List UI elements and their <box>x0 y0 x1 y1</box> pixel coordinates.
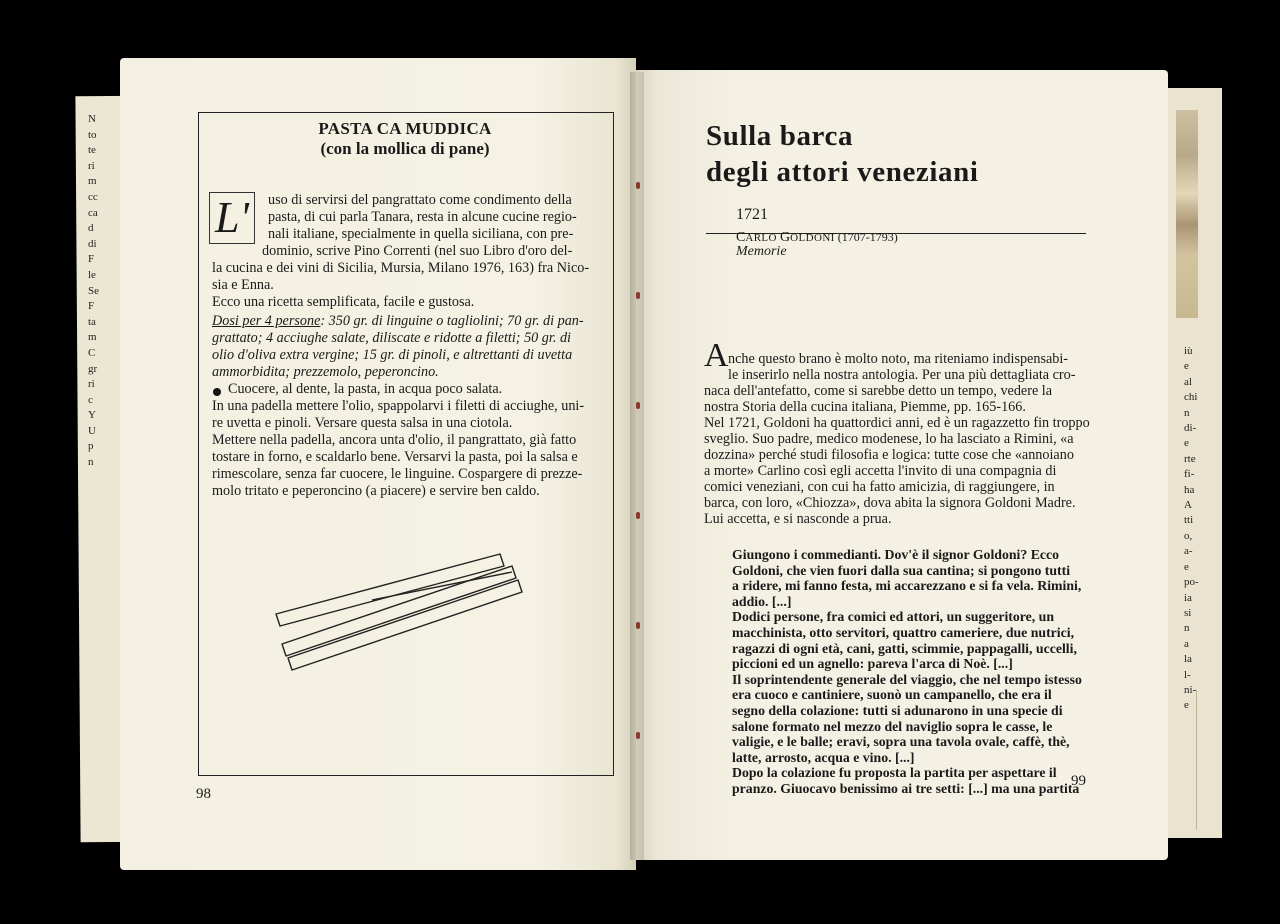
work-title: Memorie <box>736 244 787 259</box>
edge-fragment: ta <box>88 315 96 328</box>
edge-fragment: o, <box>1184 529 1193 542</box>
edge-fragment: e <box>1184 437 1189 450</box>
recipe-method-line: In una padella mettere l'olio, spappolarvi i filetti di acciughe, uni- <box>212 398 585 414</box>
edge-fragment: ri <box>88 159 95 172</box>
quote-line: Il soprintendente generale del viaggio, che nel tempo istesso <box>732 671 1082 687</box>
binding-stitch <box>636 732 640 739</box>
edge-fragment: e <box>1184 360 1189 373</box>
page-number-right: 99 <box>1071 773 1086 789</box>
edge-fragment: to <box>88 128 97 141</box>
recipe-intro-line: Ecco una ricetta semplificata, facile e gustosa. <box>212 294 475 310</box>
edge-fragment: iù <box>1184 345 1193 357</box>
edge-fragment: m <box>88 331 97 344</box>
edge-fragment: a <box>1184 637 1189 650</box>
quote-line: latte, arrosto, acqua e vino. [...] <box>732 749 915 765</box>
quote-line: Dodici persone, fra comici ed attori, un suggeritore, un <box>732 609 1055 625</box>
bullet-icon <box>213 388 221 396</box>
recipe-subtitle: (con la mollica di pane) <box>320 139 490 158</box>
edge-fragment: e <box>1184 560 1189 573</box>
edge-fragment: rte <box>1184 452 1196 465</box>
photo-page-edge <box>1176 110 1198 318</box>
recipe-intro-line <box>262 243 572 260</box>
recipe-method-line: tostare in forno, e scaldarlo bene. Versarvi la pasta, poi la salsa e <box>212 449 578 465</box>
linguine-illustration <box>272 548 532 668</box>
edge-fragment: Y <box>88 409 96 422</box>
recipe-intro-line: uso di servirsi del pangrattato come condimento della <box>268 192 572 208</box>
edge-fragment: fi- <box>1184 468 1195 481</box>
edge-fragment: ni- <box>1184 683 1197 696</box>
recipe-method-line: molo tritato e peperoncino (a piacere) e servire ben caldo. <box>212 483 540 499</box>
recipe-intro-text: la cucina e dei vini di Sicilia, Mursia, Milano 1976, 163) fra Nico- <box>212 260 590 276</box>
essay-line: nche questo brano è molto noto, ma riteniamo indispensabi- <box>728 351 1069 367</box>
page-number-left: 98 <box>196 786 211 802</box>
recipe-intro-line: nali italiane, specialmente in quella siciliana, con pre- <box>268 226 574 242</box>
binding-stitch <box>636 402 640 409</box>
edge-fragment: n <box>1184 622 1190 635</box>
quote-line: ragazzi di ogni età, cani, gatti, scimmie, pappagalli, uccelli, <box>732 640 1077 656</box>
edge-fragment: N <box>88 113 96 125</box>
essay-line: comici veneziani, con cui ha fatto amicizia, di raggiungere, in <box>704 479 1055 495</box>
dosi-text: : 350 gr. di linguine o tagliolini; 70 gr. di pan- <box>320 313 584 329</box>
recipe-title: PASTA CA MUDDICA <box>318 119 492 138</box>
edge-fragment: e <box>1184 699 1189 712</box>
edge-fragment: Se <box>88 284 99 297</box>
quote-line: era cuoco e cantiniere, suonò un campanello, che era il <box>732 687 1052 703</box>
edge-fragment: di- <box>1184 422 1197 435</box>
essay-line: le inserirlo nella nostra antologia. Per una più dettagliata cro- <box>728 367 1076 383</box>
quote-line: macchinista, otto servitori, quattro cameriere, due nutrici, <box>732 625 1075 640</box>
quote-line: piccioni ed un agnello: pareva l'arca di Noè. [...] <box>732 656 1013 672</box>
edge-fragment: m <box>88 175 97 188</box>
recipe-dosi-line: grattato; 4 acciughe salate, diliscate e ridotte a filetti; 50 gr. di <box>212 330 571 346</box>
author-dates: (1707-1793) <box>834 230 898 244</box>
quote-line: pranzo. Giuocavo benissimo ai tre setti: [...] ma una partita <box>732 781 1080 796</box>
recipe-dosi-line: olio d'oliva extra vergine; 15 gr. di pinoli, e altrettanti di uvetta <box>212 347 573 363</box>
page-edge-line <box>1196 690 1197 830</box>
essay-line: a morte» Carlino così egli accetta l'invito di una compagnia di <box>704 463 1057 479</box>
essay-line: Lui accetta, e si nasconde a prua. <box>704 511 892 527</box>
edge-fragment: F <box>88 300 95 313</box>
edge-fragment: la <box>1184 653 1192 666</box>
recipe-intro-text: dominio, scrive Pino Correnti (nel suo Libro d'oro del- <box>262 243 573 259</box>
quote-line: valigie, e le balle; eravi, sopra una tavola ovale, caffè, thè, <box>732 734 1070 750</box>
author-initial: C <box>736 230 746 245</box>
edge-fragment: U <box>88 424 96 437</box>
binding-stitch <box>636 292 640 299</box>
next-page-edge-text <box>1184 344 1206 712</box>
essay-line: barca, con loro, «Chiozza», dova abita la signora Goldoni Madre. <box>704 495 1076 511</box>
essay-line: naca dell'antefatto, come si sarebbe detto un tempo, vedere la <box>704 383 1053 399</box>
binding-stitch <box>636 182 640 189</box>
essay-drop-cap: A <box>704 337 729 374</box>
quote-line: addio. [...] <box>732 593 792 609</box>
essay-line: nostra Storia della cucina italiana, Piemme, pp. 165-166. <box>704 399 1026 415</box>
recipe-dosi-line: ammorbidita; prezzemolo, peperoncino. <box>212 364 439 380</box>
recipe-dosi-line <box>212 313 584 330</box>
edge-fragment: ia <box>1184 591 1192 604</box>
edge-fragment: d <box>88 222 94 235</box>
edge-fragment: n <box>88 456 94 469</box>
chapter-title-line-1: Sulla barca <box>706 120 854 152</box>
recipe-method-line: Cuocere, al dente, la pasta, in acqua poco salata. <box>228 381 503 397</box>
quote-line: a ridere, mi fanno festa, mi accarezzano e si fa vela. Rimini, <box>732 578 1082 594</box>
recipe-method-line: rimescolare, senza far cuocere, le linguine. Cospargere di prezze- <box>212 466 583 482</box>
edge-fragment: ri <box>88 378 95 391</box>
edge-fragment: te <box>88 144 96 157</box>
essay-line: sveglio. Suo padre, medico modenese, lo ha lasciato a Rimini, «a <box>704 431 1074 447</box>
quote-line: salone formato nel mezzo del naviglio sopra le casse, le <box>732 718 1053 734</box>
binding-stitch <box>636 512 640 519</box>
quote-line: Giungono i commedianti. Dov'è il signor Goldoni? Ecco <box>732 547 1060 562</box>
edge-fragment: cc <box>88 190 98 203</box>
edge-fragment: n <box>1184 406 1190 419</box>
quote-line: Goldoni, che vien fuori dalla sua cantina; si pongono tutti <box>732 562 1071 578</box>
year-label: 1721 <box>736 206 768 223</box>
edge-fragment: ha <box>1184 483 1195 496</box>
edge-fragment: A <box>1184 499 1192 512</box>
edge-fragment: gr <box>88 362 98 375</box>
essay-line: dozzina» perché studi filosofia e logica: tutte cose che «annoiano <box>704 447 1074 463</box>
author-first-name: ARLO <box>745 232 781 244</box>
edge-fragment: c <box>88 393 93 406</box>
book-gutter <box>630 72 644 860</box>
edge-fragment: si <box>1184 606 1192 619</box>
edge-fragment: tti <box>1184 514 1194 527</box>
recipe-method-line: re uvetta e pinoli. Versare questa salsa in una ciotola. <box>212 415 513 431</box>
recipe-intro-line <box>212 260 589 277</box>
edge-fragment: a- <box>1184 545 1193 558</box>
recipe-intro-line: pasta, di cui parla Tanara, resta in alcune cucine regio- <box>268 209 577 225</box>
dosi-label: Dosi per 4 persone <box>212 313 321 329</box>
quote-line: segno della colazione: tutti si adunarono in una specie di <box>732 703 1063 718</box>
edge-fragment: chi <box>1184 391 1198 404</box>
recipe-drop-cap: L' <box>209 192 255 244</box>
essay-line: Nel 1721, Goldoni ha quattordici anni, ed è un ragazzetto fin troppo <box>704 415 1090 431</box>
edge-fragment: le <box>88 268 96 281</box>
edge-fragment: po- <box>1184 576 1199 589</box>
edge-fragment: di <box>88 237 97 250</box>
recipe-method-line: Mettere nella padella, ancora unta d'olio, il pangrattato, già fatto <box>212 432 577 448</box>
edge-fragment: al <box>1184 375 1192 388</box>
edge-fragment: C <box>88 346 96 359</box>
recipe-intro-line: sia e Enna. <box>212 277 274 293</box>
edge-fragment: ca <box>88 206 98 219</box>
chapter-title-line-2: degli attori veneziani <box>706 156 979 188</box>
binding-stitch <box>636 622 640 629</box>
quote-line: Dopo la colazione fu proposta la partita per aspettare il <box>732 765 1057 781</box>
author-initial: G <box>780 230 791 245</box>
previous-page-edge-text <box>88 112 122 469</box>
edge-fragment: p <box>88 440 94 453</box>
edge-fragment: F <box>88 253 95 266</box>
edge-fragment: l- <box>1184 668 1191 681</box>
author-last-name: OLDONI <box>790 232 835 244</box>
